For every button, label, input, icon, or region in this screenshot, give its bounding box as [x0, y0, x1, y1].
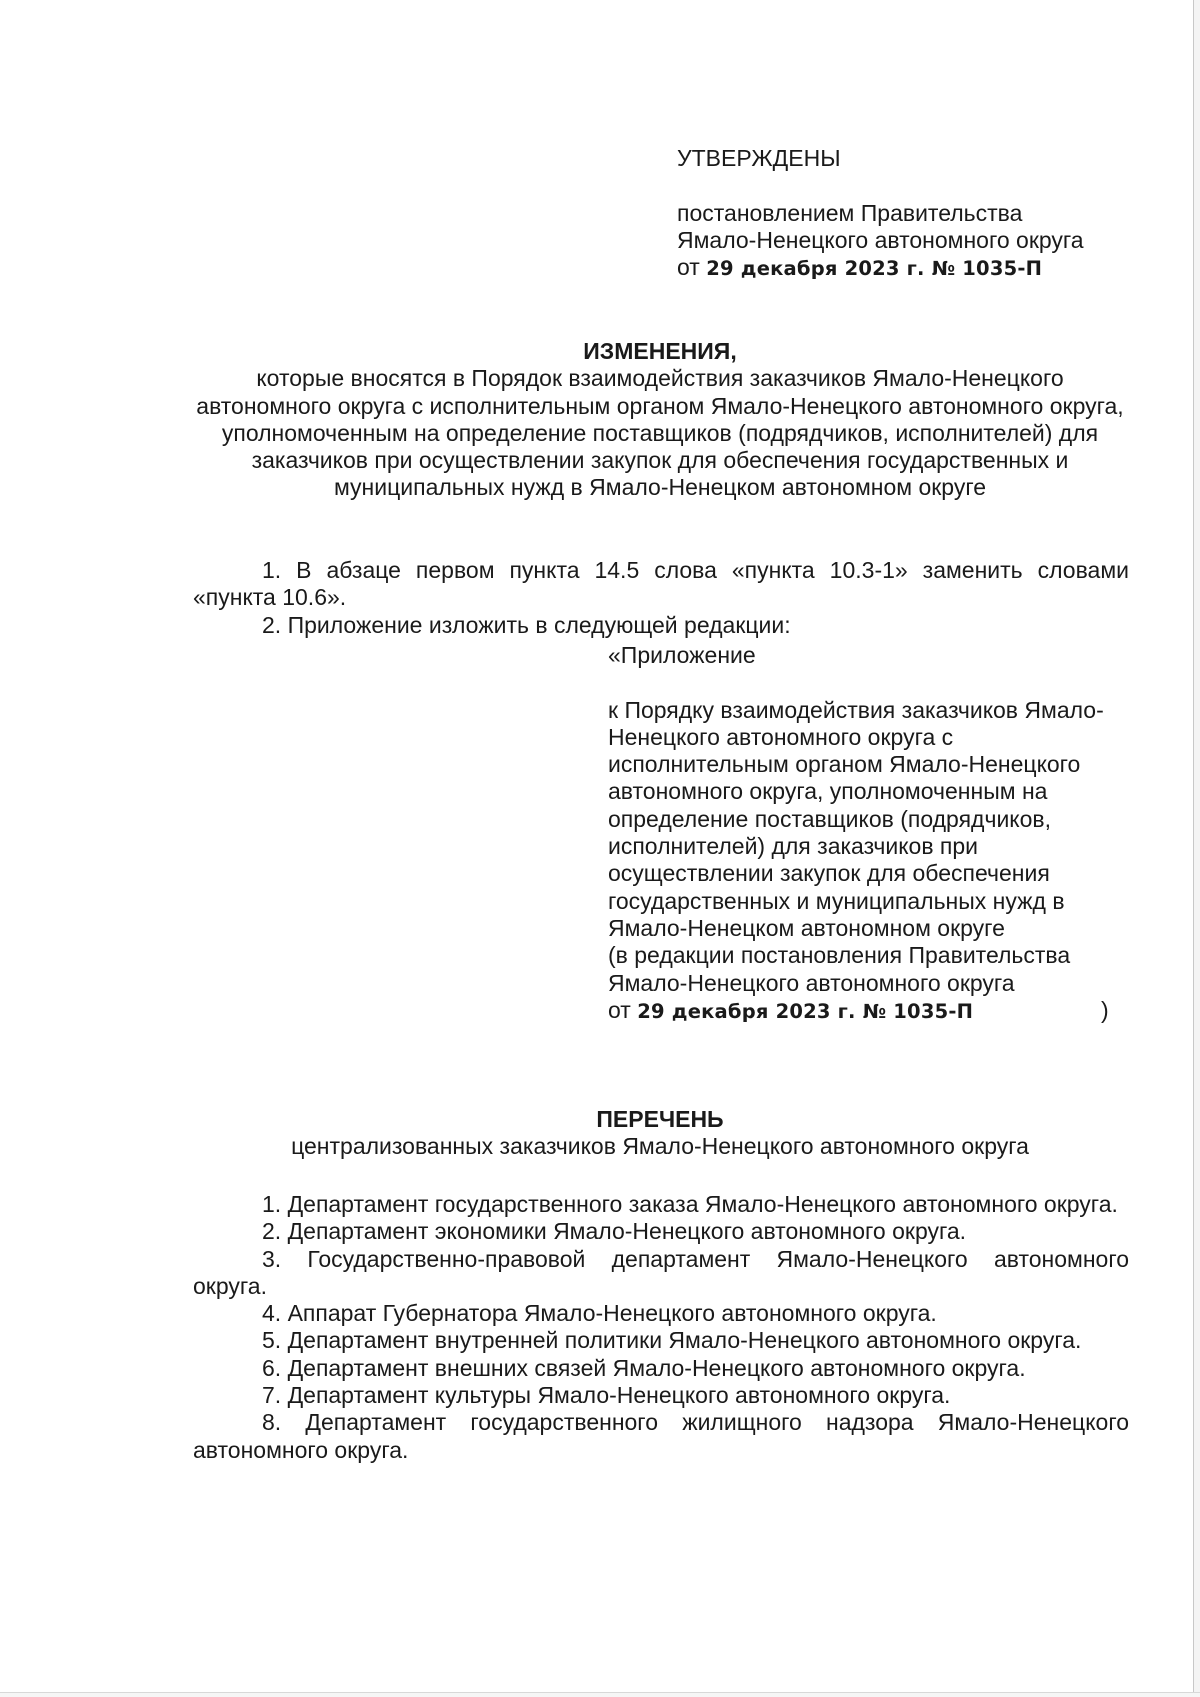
- approval-title: УТВЕРЖДЕНЫ: [677, 145, 841, 171]
- list-item: 5. Департамент внутренней политики Ямало-Ненецкого автономного округа.: [262, 1327, 1082, 1354]
- list-item: 3. Государственно-правовой департамент Ямало-Ненецкого автономного округа.: [193, 1245, 1129, 1299]
- approval-block: [677, 145, 1137, 282]
- appendix-closing-paren: ): [1101, 996, 1109, 1023]
- appendix-revision: (в редакции постановления Правительства Ямало-Ненецкого автономного округа: [608, 942, 1071, 996]
- list-item: 8. Департамент государственного жилищного надзора Ямало-Ненецкого автономного округа.: [193, 1409, 1129, 1463]
- list-subheading: централизованных заказчиков Ямало-Ненецкого автономного округа: [291, 1133, 1029, 1160]
- change-item-2: 2. Приложение изложить в следующей редакции:: [262, 611, 791, 638]
- list-heading: ПЕРЕЧЕНЬ: [596, 1106, 724, 1132]
- page-edge-bottom: [0, 1692, 1200, 1697]
- appendix-title: «Приложение: [608, 642, 756, 668]
- approval-line-2: Ямало-Ненецкого автономного округа: [677, 226, 1084, 253]
- page-edge: [1193, 0, 1200, 1697]
- list-item: 1. Департамент государственного заказа Ямало-Ненецкого автономного округа.: [262, 1191, 1118, 1217]
- customers-list: [193, 1191, 1129, 1464]
- approval-line-1: постановлением Правительства: [677, 199, 1023, 226]
- list-item: 7. Департамент культуры Ямало-Ненецкого автономного округа.: [262, 1382, 951, 1409]
- changes-heading: ИЗМЕНЕНИЯ,: [583, 338, 737, 364]
- changes-header: [190, 338, 1130, 502]
- list-item: 2. Департамент экономики Ямало-Ненецкого автономного округа.: [262, 1218, 967, 1245]
- appendix-block: [608, 642, 1128, 1025]
- list-item: 6. Департамент внешних связей Ямало-Ненецкого автономного округа.: [262, 1354, 1026, 1381]
- appendix-date-prefix: от: [608, 996, 631, 1023]
- list-header: [190, 1106, 1130, 1161]
- appendix-date-line: [608, 997, 1128, 1025]
- approval-date-line: [677, 254, 1137, 282]
- changes-body: [193, 557, 1129, 639]
- appendix-date-value: 29 декабря 2023 г. № 1035-П: [637, 999, 974, 1023]
- change-item-1: 1. В абзаце первом пункта 14.5 слова «пункта 10.3-1» заменить словами «пункта 10.6».: [193, 557, 1129, 611]
- approval-date-value: 29 декабря 2023 г. № 1035-П: [706, 257, 1043, 281]
- appendix-text: к Порядку взаимодействия заказчиков Ямало-Ненецкого автономного округа с исполнительным органом Ямало-Ненецкого автономного округа, уполномоченным на определение поставщиков (подрядчиков, исполнителей) для заказчиков при осуществлении закупок для обеспечения государственных и муниципальных нужд в Ямало-Ненецком автономном округе: [608, 696, 1104, 941]
- changes-subheading: которые вносятся в Порядок взаимодействия заказчиков Ямало-Ненецкого автономного округа с исполнительным органом Ямало-Ненецкого автономного округа, уполномоченным на определение поставщиков (подрядчиков, исполнителей) для заказчиков при осуществлении закупок для обеспечения государственных и муниципальных нужд в Ямало-Ненецком автономном округе: [196, 365, 1124, 501]
- list-item: 4. Аппарат Губернатора Ямало-Ненецкого автономного округа.: [262, 1300, 937, 1327]
- approval-date-prefix: от: [677, 254, 700, 281]
